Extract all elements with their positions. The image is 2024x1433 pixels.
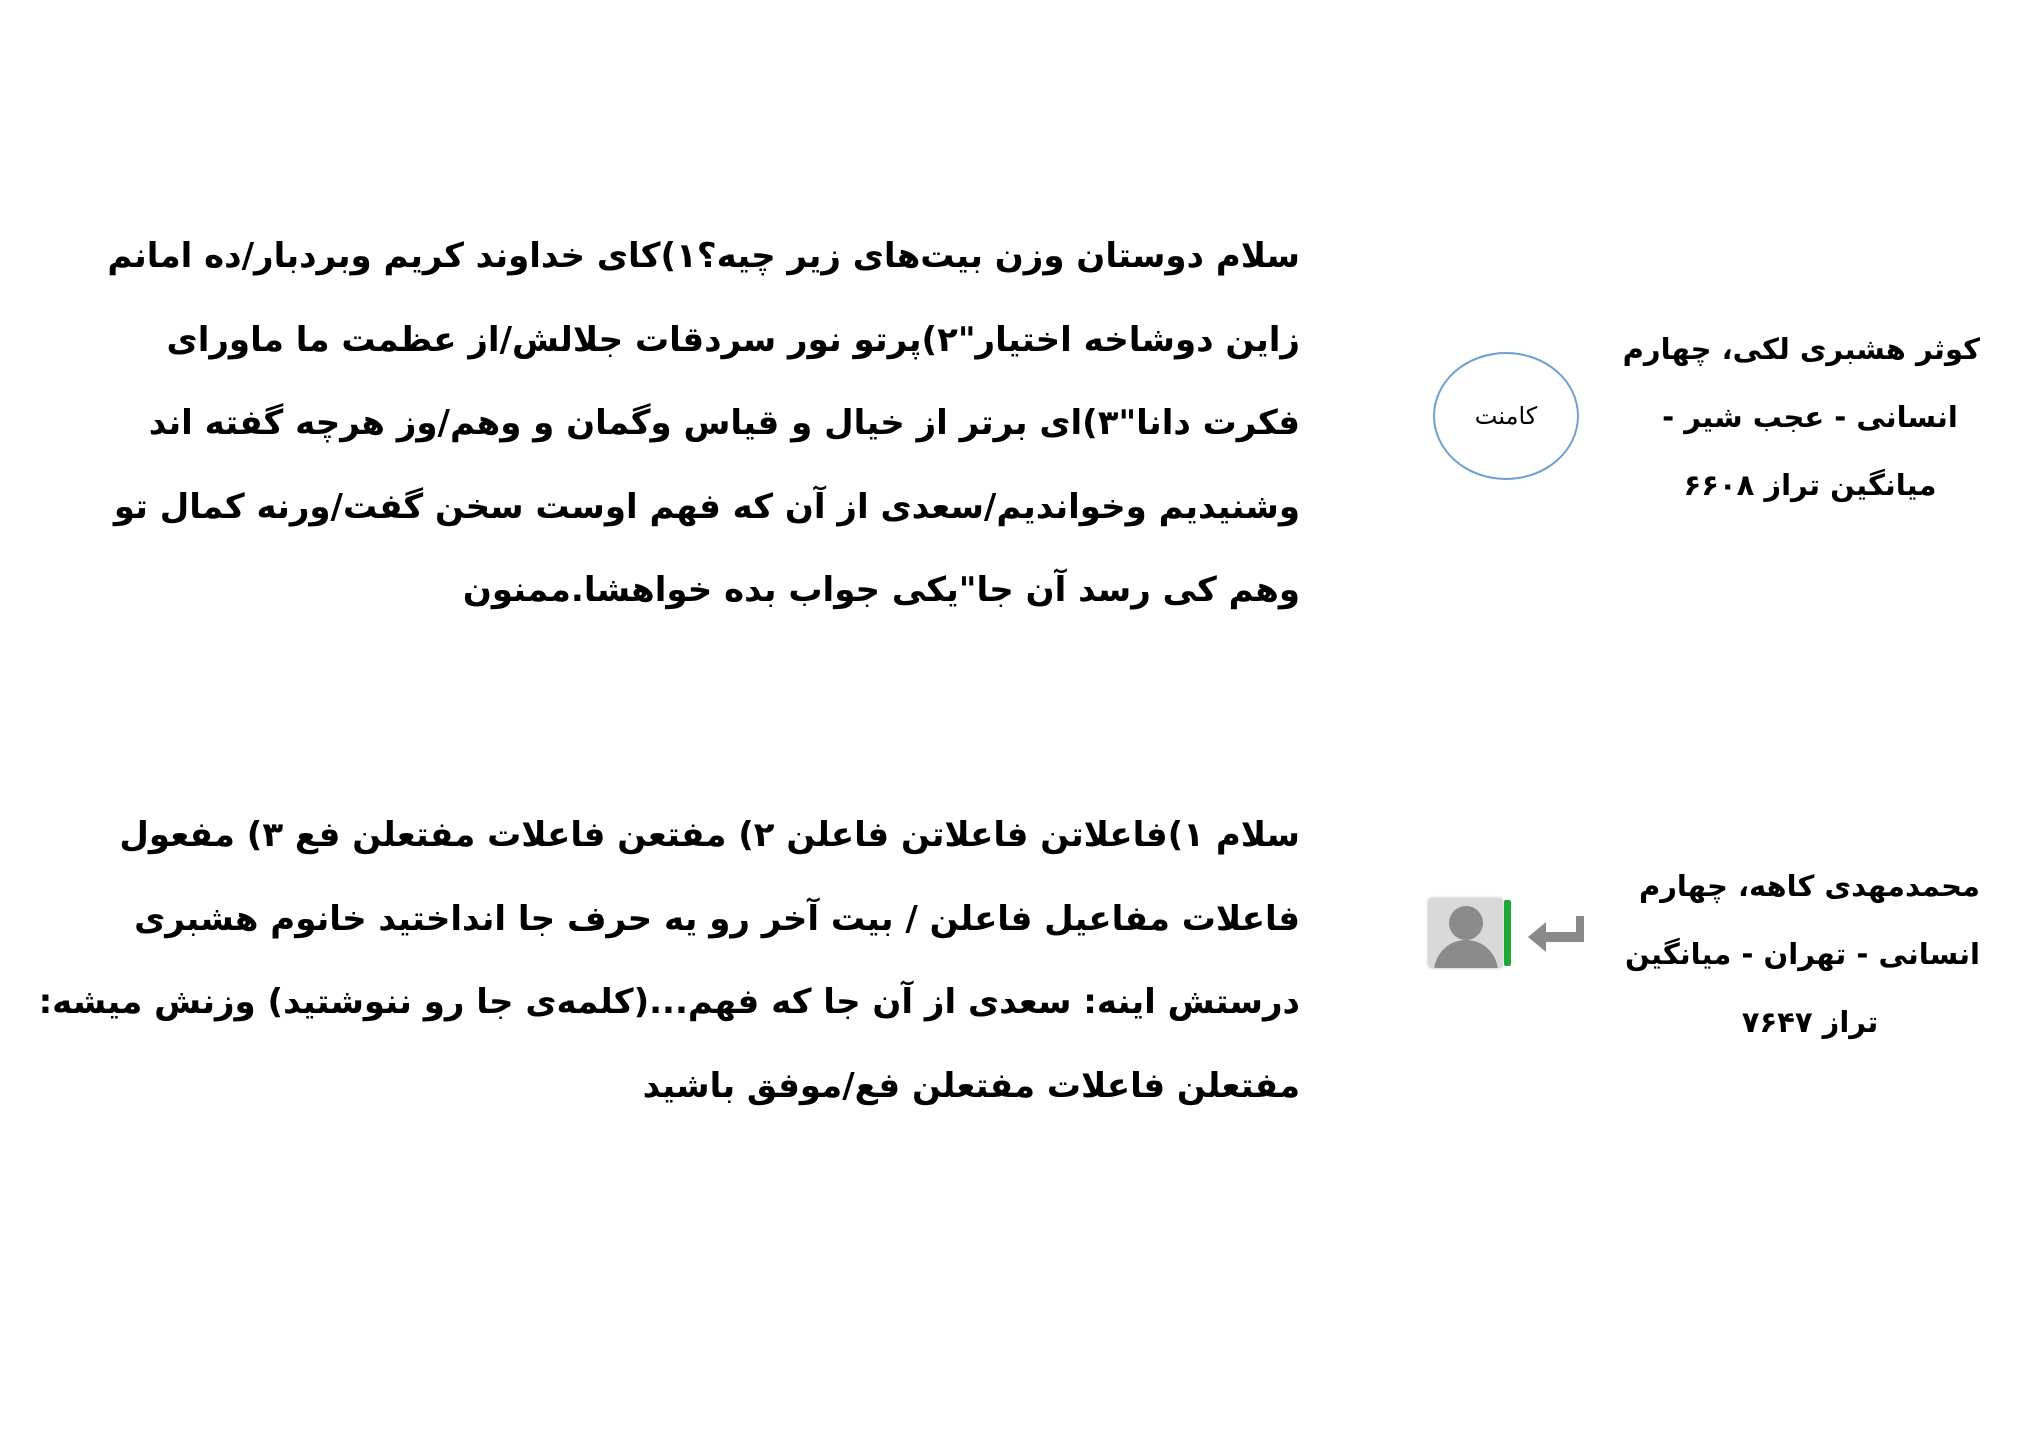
author-name-line: محمدمهدی کاهه، چهارم [1638,869,1980,903]
user-avatar-icon[interactable] [1428,898,1503,968]
reply-body [38,794,1300,1128]
author-details-line: انسانی - تهران - میانگین [1624,937,1980,971]
reply-text-line: سلام ۱)فاعلاتن فاعلاتن فاعلن ۲) مفتعن فاعلات مفتعلن فع ۳) مفعول [119,815,1300,855]
author-score-line: تراز ۷۶۴۷ [1741,1005,1879,1039]
reply-text-line: درستش اینه: سعدی از آن جا که فهم...(کلمه‌ی جا رو ننوشتید) وزنش میشه: [38,982,1300,1022]
comment-post [0,215,2024,635]
author-name-line: کوثر هشبری لکی، چهارم [1622,332,1980,366]
comment-text-line: فکرت دانا"۳)ای برتر از خیال و قیاس وگمان و وهم/وز هرچه گفته اند [148,403,1300,443]
reply-text-line: فاعلات مفاعیل فاعلن / بیت آخر رو یه حرف جا انداختید خانوم هشبری [134,898,1300,939]
avatar-body [1434,940,1498,968]
avatar-head [1449,906,1483,940]
comment-text-line: سلام دوستان وزن بیت‌های زیر چیه؟۱)کای خداوند کریم وبردبار/ده امانم [107,236,1300,276]
author-info[interactable] [1622,315,1980,519]
online-status-bar [1504,900,1511,966]
comment-text-line: زاین دوشاخه اختیار"۲)پرتو نور سردقات جلالش/از عظمت ما ماورای [166,319,1300,360]
author-info[interactable] [1624,852,1980,1056]
reply-indicator[interactable] [1428,898,1588,980]
reply-arrow-icon[interactable] [1526,912,1588,954]
comment-button[interactable] [1433,352,1579,480]
comment-text-line: وهم کی رسد آن جا"یکی جواب بده خواهشا.ممنون [462,570,1300,610]
reply-post [0,790,2024,1110]
author-score-line: میانگین تراز ۶۶۰۸ [1683,468,1937,502]
comment-body [107,215,1300,633]
comment-button-label: کامنت [1474,402,1538,430]
reply-text-line: مفتعلن فاعلات مفتعلن فع/موفق باشید [642,1065,1300,1106]
comment-text-line: وشنیدیم وخواندیم/سعدی از آن که فهم اوست سخن گفت/ورنه کمال تو [113,486,1300,527]
author-details-line: انسانی - عجب شیر - [1662,400,1958,434]
